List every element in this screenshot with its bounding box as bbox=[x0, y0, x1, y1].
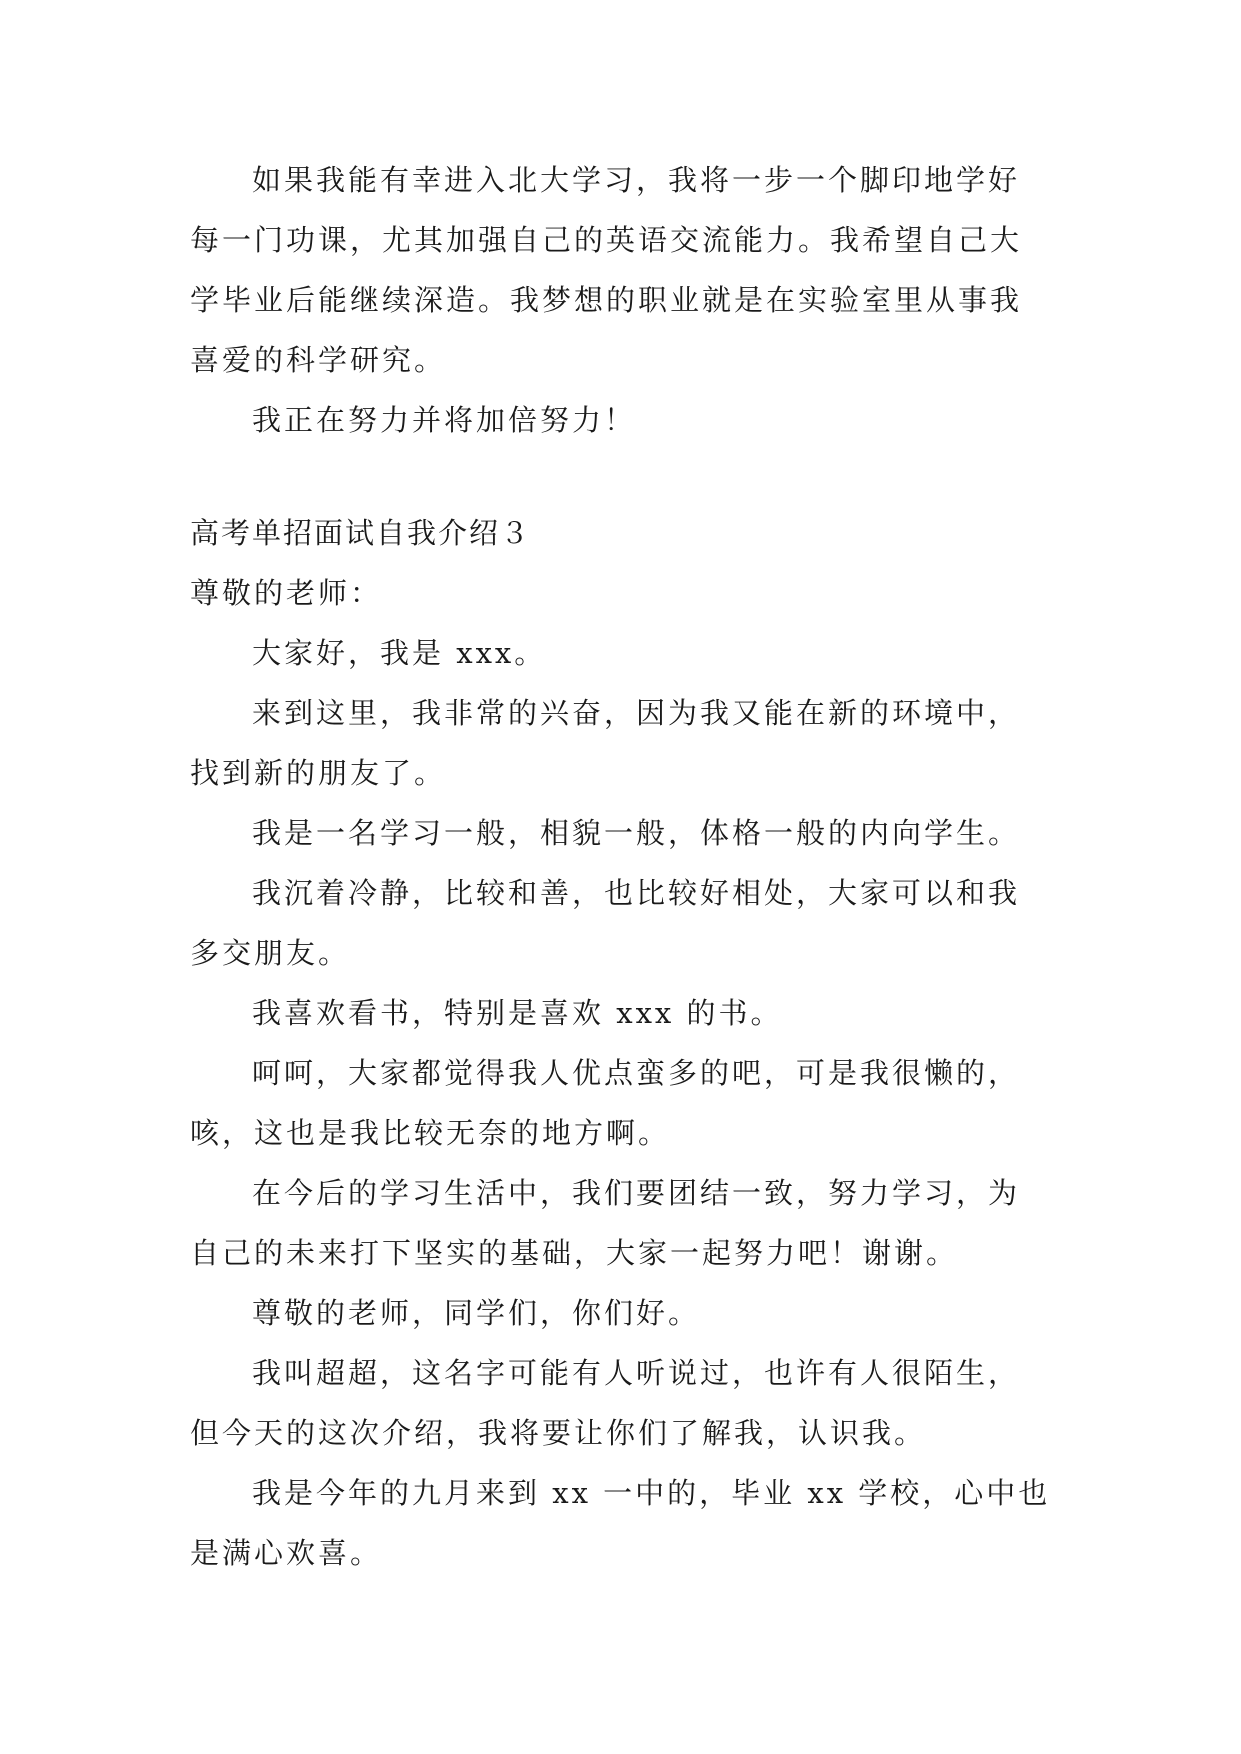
salutation: 尊敬的老师： bbox=[190, 576, 383, 610]
paragraph bbox=[190, 1283, 1060, 1343]
text-line: 尊敬的老师，同学们，你们好。 bbox=[252, 1296, 701, 1330]
section-title: 高考单招面试自我介绍３ bbox=[190, 516, 532, 550]
text-line: 是满心欢喜。 bbox=[190, 1536, 383, 1570]
paragraph bbox=[190, 983, 1060, 1043]
paragraph bbox=[190, 863, 1060, 983]
text-line: 我沉着冷静，比较和善，也比较好相处，大家可以和我 bbox=[252, 876, 1021, 910]
section-spacer bbox=[190, 450, 1060, 503]
paragraph bbox=[190, 150, 1060, 390]
text-line: 我正在努力并将加倍努力！ bbox=[252, 403, 637, 437]
paragraph bbox=[190, 803, 1060, 863]
text-line: 如果我能有幸进入北大学习，我将一步一个脚印地学好 bbox=[252, 163, 1021, 197]
paragraph bbox=[190, 390, 1060, 450]
text-line: 来到这里，我非常的兴奋，因为我又能在新的环境中， bbox=[252, 696, 1021, 730]
paragraph bbox=[190, 623, 1060, 683]
text-line: 自己的未来打下坚实的基础，大家一起努力吧！谢谢。 bbox=[190, 1236, 959, 1270]
text-line: 我叫超超，这名字可能有人听说过，也许有人很陌生， bbox=[252, 1356, 1021, 1390]
text-line: 呵呵，大家都觉得我人优点蛮多的吧，可是我很懒的， bbox=[252, 1056, 1021, 1090]
document-body bbox=[190, 150, 1060, 1583]
paragraph bbox=[190, 1163, 1060, 1283]
text-line: 我是今年的九月来到 xx 一中的，毕业 xx 学校，心中也 bbox=[252, 1476, 1051, 1510]
paragraph bbox=[190, 1343, 1060, 1463]
text-line: 在今后的学习生活中，我们要团结一致，努力学习，为 bbox=[252, 1176, 1021, 1210]
text-line: 喜爱的科学研究。 bbox=[190, 343, 447, 377]
text-line: 学毕业后能继续深造。我梦想的职业就是在实验室里从事我 bbox=[190, 283, 1023, 317]
paragraph bbox=[190, 1463, 1060, 1583]
paragraph bbox=[190, 683, 1060, 803]
text-line: 我喜欢看书，特别是喜欢 xxx 的书。 bbox=[252, 996, 783, 1030]
text-line: 咳，这也是我比较无奈的地方啊。 bbox=[190, 1116, 671, 1150]
text-line: 大家好，我是 xxx。 bbox=[252, 636, 547, 670]
text-line: 但今天的这次介绍，我将要让你们了解我，认识我。 bbox=[190, 1416, 927, 1450]
text-line: 每一门功课，尤其加强自己的英语交流能力。我希望自己大 bbox=[190, 223, 1023, 257]
text-line: 多交朋友。 bbox=[190, 936, 351, 970]
paragraph bbox=[190, 1043, 1060, 1163]
text-line: 我是一名学习一般，相貌一般，体格一般的内向学生。 bbox=[252, 816, 1021, 850]
text-line: 找到新的朋友了。 bbox=[190, 756, 447, 790]
